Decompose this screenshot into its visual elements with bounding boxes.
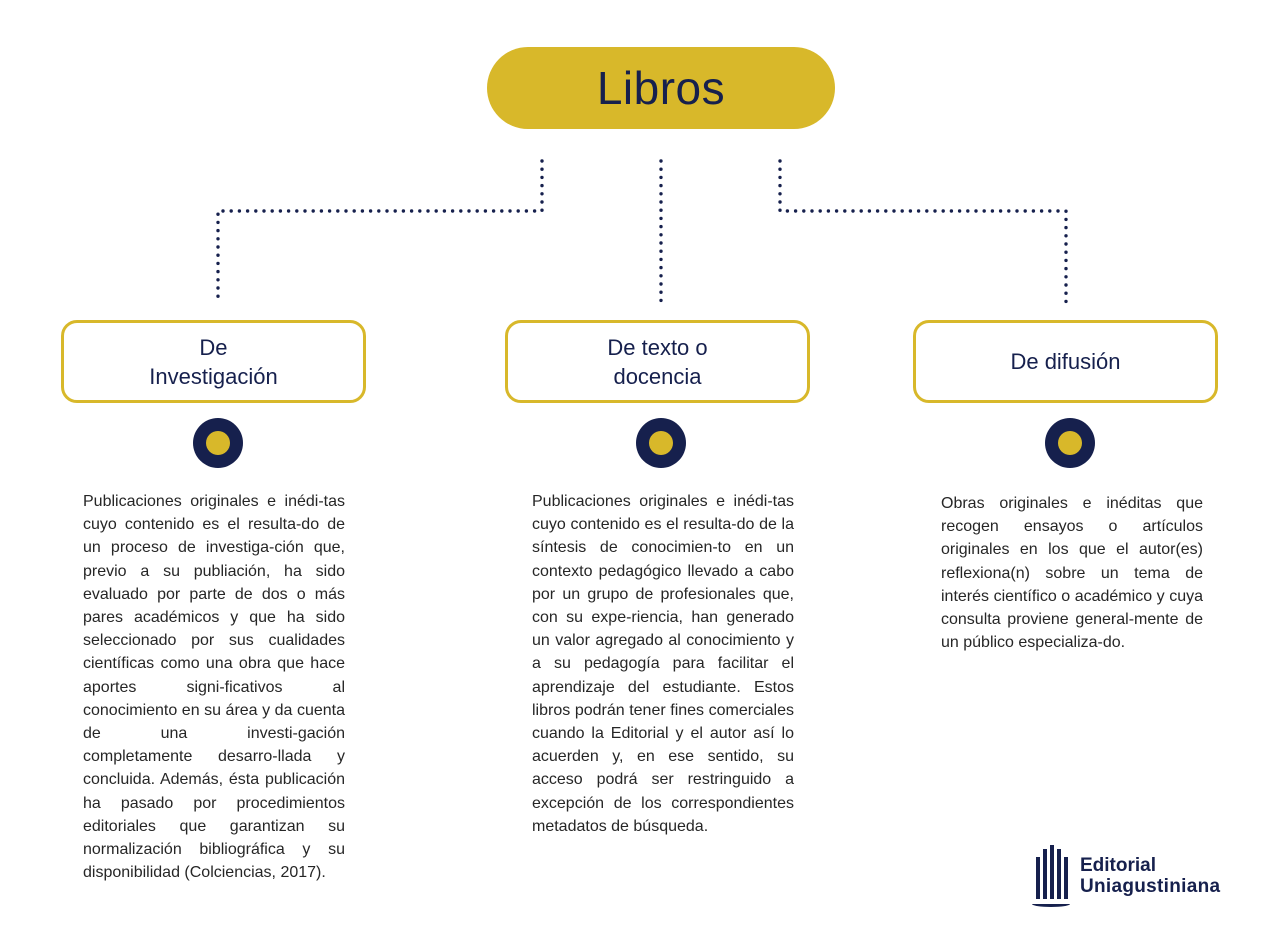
description-docencia: Publicaciones originales e inédi-tas cuyo contenido es el resulta-do de la síntesis de conocimien-to en un contexto pedagógico llevado a cabo por un grupo de profesionales que, con su expe-riencia, han generado un valor agregado al conocimiento y a su pedagogía para facilitar el aprendizaje del estudiante. Estos libros podrán tener fines comerciales cuando la Editorial y el autor así lo acuerden y, en ese sentido, su acceso podrá ser restringuido a excepción de los correspondientes metadatos de búsqueda. xyxy=(532,493,794,835)
connector-right xyxy=(780,161,1066,302)
category-box-docencia xyxy=(505,320,810,403)
connector-left xyxy=(218,161,542,302)
bullet-investigacion xyxy=(193,418,243,468)
bullet-difusion xyxy=(1045,418,1095,468)
brand-line-2: Uniagustiniana xyxy=(1080,876,1221,897)
editorial-logo-icon xyxy=(1032,845,1070,907)
bullet-docencia xyxy=(636,418,686,468)
brand-logo xyxy=(1032,845,1220,907)
description-investigacion: Publicaciones originales e inédi-tas cuyo contenido es el resulta-do de un proceso de investiga-ción que, previo a su publiación, ha sido evaluado por parte de dos o más pares académicos y que ha sido seleccionado por sus cualidades científicas como una obra que hace aportes signi-ficativos al conocimiento en su área y da cuenta de una investi-gación completamente desarro-llada y concluida. Además, ésta publicación ha pasado por procedimientos editoriales que garantizan su normalización bibliográfica y su disponibilidad (Colciencias, 2017). xyxy=(83,493,345,882)
category-label-difusion: De difusión xyxy=(1010,349,1121,374)
brand-text xyxy=(1080,855,1220,897)
category-box-difusion xyxy=(913,320,1218,403)
root-node xyxy=(487,47,835,129)
description-difusion: Obras originales e inéditas que recogen ensayos o artículos originales en los que el autor(es) reflexiona(n) sobre un tema de interés científico o académico y cuya consulta proviene general-mente de un público especializa-do. xyxy=(941,495,1203,652)
category-box-investigacion xyxy=(61,320,366,403)
category-label-docencia: De texto o docencia xyxy=(607,334,708,389)
brand-line-1: Editorial xyxy=(1080,855,1157,876)
category-label-investigacion: De Investigación xyxy=(149,334,278,389)
bullet-dot xyxy=(649,431,673,455)
bullet-dot xyxy=(1058,431,1082,455)
root-label: Libros xyxy=(596,62,726,114)
bullet-dot xyxy=(206,431,230,455)
